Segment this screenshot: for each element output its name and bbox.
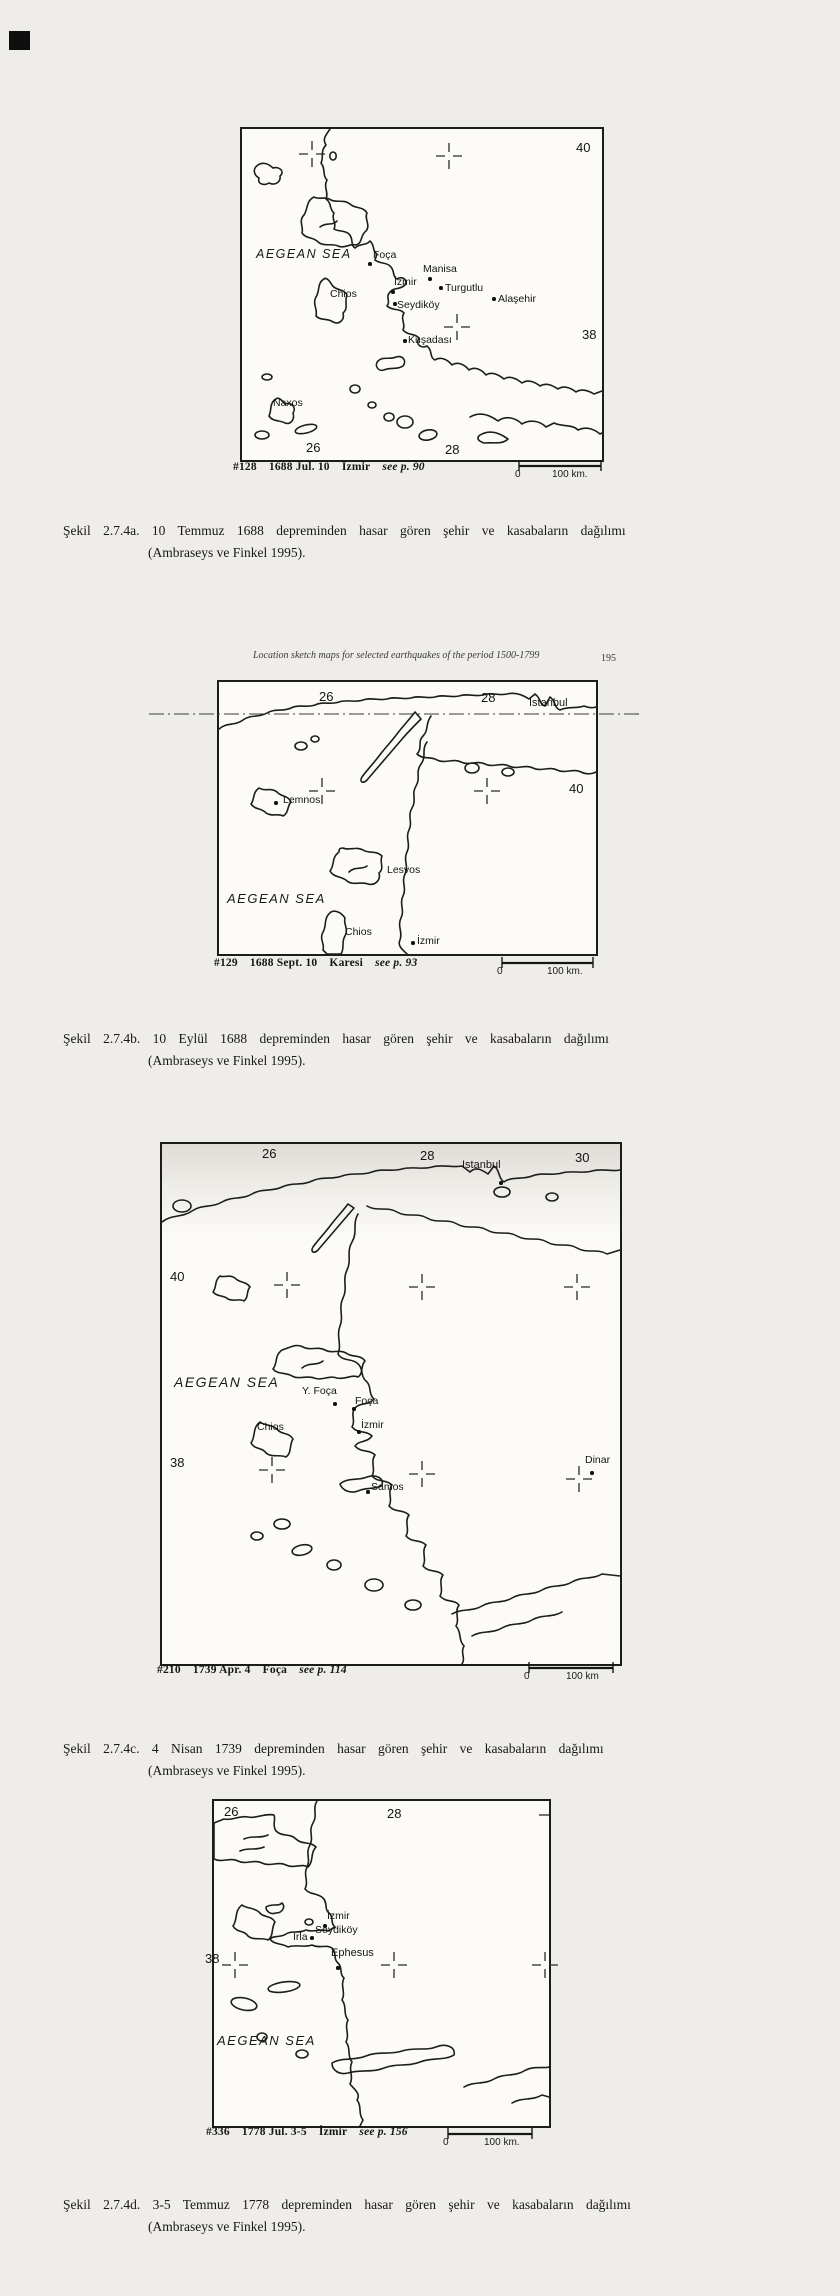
island-path (405, 1600, 421, 1610)
map-b (217, 680, 598, 956)
coastline-path (399, 742, 427, 954)
island-path (267, 1980, 300, 1994)
place-label-manisa: Manisa (423, 263, 457, 275)
island-path (315, 278, 347, 323)
place-label-seydikoy: Seydiköy (315, 1924, 358, 1936)
place-dot-izmir (357, 1430, 361, 1434)
coastline-path (417, 716, 596, 774)
place-label-seydikoy: Seydiköy (397, 299, 440, 311)
place-dot-dinar (590, 1471, 594, 1475)
place-label-chios: Chios (257, 1421, 284, 1433)
lon-label: 26 (319, 689, 334, 704)
coastline-path (470, 414, 602, 434)
place-label-kusadasi: Kuşadası (408, 334, 452, 346)
map-ref-date: 1688 Jul. 10 (268, 461, 330, 473)
place-dot-seydikoy (393, 302, 397, 306)
figure-caption-line2: (Ambraseys ve Finkel 1995). (148, 2219, 306, 2234)
island-path (546, 1193, 558, 1201)
figure-caption-line2: (Ambraseys ve Finkel 1995). (148, 1763, 306, 1778)
island-path (291, 1543, 313, 1557)
lon-label: 26 (224, 1804, 239, 1819)
island-path (322, 911, 347, 954)
map-d-drawing (214, 1801, 549, 2126)
coastline-path (367, 1206, 620, 1254)
map-ref-name: Karesi (329, 957, 363, 969)
island-path (254, 163, 282, 184)
island-path (294, 422, 317, 435)
map-ref-id: #210 (157, 1664, 181, 1676)
place-label-foca: Foça (373, 249, 397, 261)
figure-caption-line2: (Ambraseys ve Finkel 1995). (148, 1053, 306, 1068)
scale-distance: 100 km. (552, 469, 588, 480)
lat-label: 38 (205, 1951, 220, 1966)
place-label-naxos: Naxos (273, 397, 303, 409)
island-path (368, 402, 376, 408)
island-path (251, 1532, 263, 1540)
place-label-lesvos: Lesvos (387, 864, 421, 876)
place-label-yfoca: Y. Foça (302, 1385, 337, 1397)
scale-zero: 0 (515, 469, 521, 480)
island-path (244, 1835, 268, 1839)
island-path (330, 152, 336, 160)
map-ref-b (214, 958, 417, 970)
map-ref-name: İzmir (341, 461, 371, 473)
figure-caption-line1: Şekil 2.7.4c. 4 Nisan 1739 depreminden hasar gören şehir ve kasabaların dağılımı (63, 1741, 604, 1756)
map-a (240, 127, 604, 462)
place-label-chios: Chios (330, 288, 357, 300)
sea-label: AEGEAN SEA (217, 2033, 316, 2048)
coastline-path (270, 1801, 363, 2126)
map-b-drawing (219, 682, 596, 954)
island-path (274, 1519, 290, 1529)
place-dot-yfoca (333, 1402, 337, 1406)
island-path (376, 357, 404, 371)
coastline-path (321, 129, 602, 394)
lon-label: 30 (575, 1150, 590, 1165)
island-path (230, 1995, 258, 2012)
place-label-izmir: İzmir (361, 1419, 384, 1431)
scale-distance: 100 km. (547, 966, 583, 977)
place-label-samos: Samos (371, 1481, 404, 1493)
island-path (233, 1905, 275, 1940)
island-path (296, 2050, 308, 2058)
lon-label: 26 (262, 1146, 277, 1161)
place-label-lemnos: Lemnos (283, 794, 321, 806)
graticule-cross-marks (259, 1272, 592, 1492)
sea-label: AEGEAN SEA (174, 1374, 280, 1390)
coastline-path (338, 1214, 464, 1664)
map-ref-id: #129 (214, 957, 238, 969)
scale-zero: 0 (443, 2137, 449, 2148)
island-path (330, 848, 382, 884)
island-path (262, 374, 272, 380)
place-dot-manisa (428, 277, 432, 281)
place-label-alasehir: Alaşehir (498, 293, 536, 305)
place-label-ephesus: Ephesus (331, 1947, 374, 1959)
place-dot-istanbul (499, 1181, 503, 1185)
lon-label: 28 (481, 690, 496, 705)
map-ref-id: #336 (206, 2126, 230, 2138)
place-label-izmir: İzmir (417, 935, 440, 947)
scale-distance: 100 km (566, 1671, 599, 1682)
lat-label: 38 (170, 1455, 185, 1470)
sea-label: AEGEAN SEA (256, 247, 352, 261)
map-ref-id: #128 (233, 461, 257, 473)
place-label-dinar: Dinar (585, 1454, 611, 1466)
coastline-path (512, 2095, 549, 2103)
graticule-cross-marks (309, 778, 500, 804)
place-dot-seydikoy (310, 1936, 314, 1940)
graticule-cross-marks (222, 1952, 558, 1978)
lon-label: 28 (387, 1806, 402, 1821)
island-path (240, 1847, 264, 1851)
place-dot-izmir (391, 290, 395, 294)
lat-label: 40 (576, 140, 591, 155)
place-label-chios: Chios (345, 926, 372, 938)
place-dot-ephesus (336, 1966, 340, 1970)
map-ref-date: 1778 Jul. 3-5 (241, 2126, 307, 2138)
place-dot-izmir (411, 941, 415, 945)
map-ref-see: see p. 156 (359, 2126, 408, 2138)
place-label-istanbul: Istanbul (462, 1159, 501, 1171)
figure-caption-line1: Şekil 2.7.4a. 10 Temmuz 1688 depreminden hasar gören şehir ve kasabaların dağılımı (63, 523, 626, 538)
island-path (305, 1919, 313, 1925)
island-path (502, 768, 514, 776)
scale-distance: 100 km. (484, 2137, 520, 2148)
map-ref-d (206, 2127, 408, 2139)
coastline-path (464, 2067, 549, 2087)
island-path (214, 1815, 316, 1867)
lon-label: 28 (445, 442, 460, 457)
place-label-foca: Foça (355, 1395, 379, 1407)
island-path (465, 763, 479, 773)
island-path (478, 432, 508, 443)
coastline-path (312, 1204, 354, 1252)
scan-artifact-corner (9, 31, 30, 50)
map-ref-a (233, 462, 425, 474)
map-ref-see: see p. 90 (382, 461, 425, 473)
map-d (205, 1799, 551, 2128)
place-dot-kusadasi (403, 339, 407, 343)
map-a-drawing (242, 129, 602, 460)
scale-zero: 0 (497, 966, 503, 977)
map-c (160, 1142, 622, 1666)
lat-label: 40 (569, 781, 584, 796)
lon-label: 28 (420, 1148, 435, 1163)
scale-zero: 0 (524, 1671, 530, 1682)
map-ref-c (157, 1665, 347, 1677)
place-label-izmir: İzmir (327, 1910, 350, 1922)
figure-caption-line2: (Ambraseys ve Finkel 1995). (148, 545, 306, 560)
place-dot-samos (366, 1490, 370, 1494)
island-path (365, 1579, 383, 1591)
island-path (173, 1200, 191, 1212)
island-path (327, 1560, 341, 1570)
island-path (418, 429, 437, 442)
island-path (266, 1903, 284, 1914)
island-path (255, 431, 269, 439)
island-path (397, 416, 413, 428)
place-dot-alasehir (492, 297, 496, 301)
map-ref-see: see p. 114 (299, 1664, 347, 1676)
map-c-drawing (162, 1144, 620, 1664)
island-path (494, 1187, 510, 1197)
place-dot-foca (368, 262, 372, 266)
place-dot-lemnos (274, 801, 278, 805)
island-path (302, 1361, 323, 1368)
place-label-izmir: İzmir (394, 276, 417, 288)
island-path (311, 736, 319, 742)
place-label-turgutlu: Turgutlu (445, 282, 484, 294)
map-ref-name: İzmir (318, 2126, 348, 2138)
lat-label: 38 (582, 327, 597, 342)
map-ref-see: see p. 93 (375, 957, 418, 969)
coastline-path (452, 1574, 620, 1614)
coastline-path (361, 712, 421, 782)
place-label-istanbul: Istanbul (529, 697, 568, 709)
figure-caption-line1: Şekil 2.7.4b. 10 Eylül 1688 depreminden hasar gören şehir ve kasabaların dağılımı (63, 1031, 609, 1046)
map-ref-date: 1739 Apr. 4 (192, 1664, 251, 1676)
coastline-path (162, 1166, 620, 1222)
place-dot-turgutlu (439, 286, 443, 290)
running-header-title: Location sketch maps for selected earthquakes of the period 1500-1799 (253, 650, 540, 661)
island-path (349, 866, 367, 872)
coastline-path (472, 1612, 562, 1636)
lat-label: 40 (170, 1269, 185, 1284)
place-label-irla: Irla (293, 1931, 308, 1943)
sea-label: AEGEAN SEA (227, 891, 326, 906)
island-path (213, 1276, 250, 1301)
island-path (295, 742, 307, 750)
running-header-page-number: 195 (601, 653, 616, 664)
map-ref-name: Foça (262, 1664, 288, 1676)
figure-caption-line1: Şekil 2.7.4d. 3-5 Temmuz 1778 depreminden hasar gören şehir ve kasabaların dağılımı (63, 2197, 631, 2212)
place-dot-foca (352, 1407, 356, 1411)
map-ref-date: 1688 Sept. 10 (249, 957, 318, 969)
island-path (350, 385, 360, 393)
island-path (384, 413, 394, 421)
lon-label: 26 (306, 440, 321, 455)
